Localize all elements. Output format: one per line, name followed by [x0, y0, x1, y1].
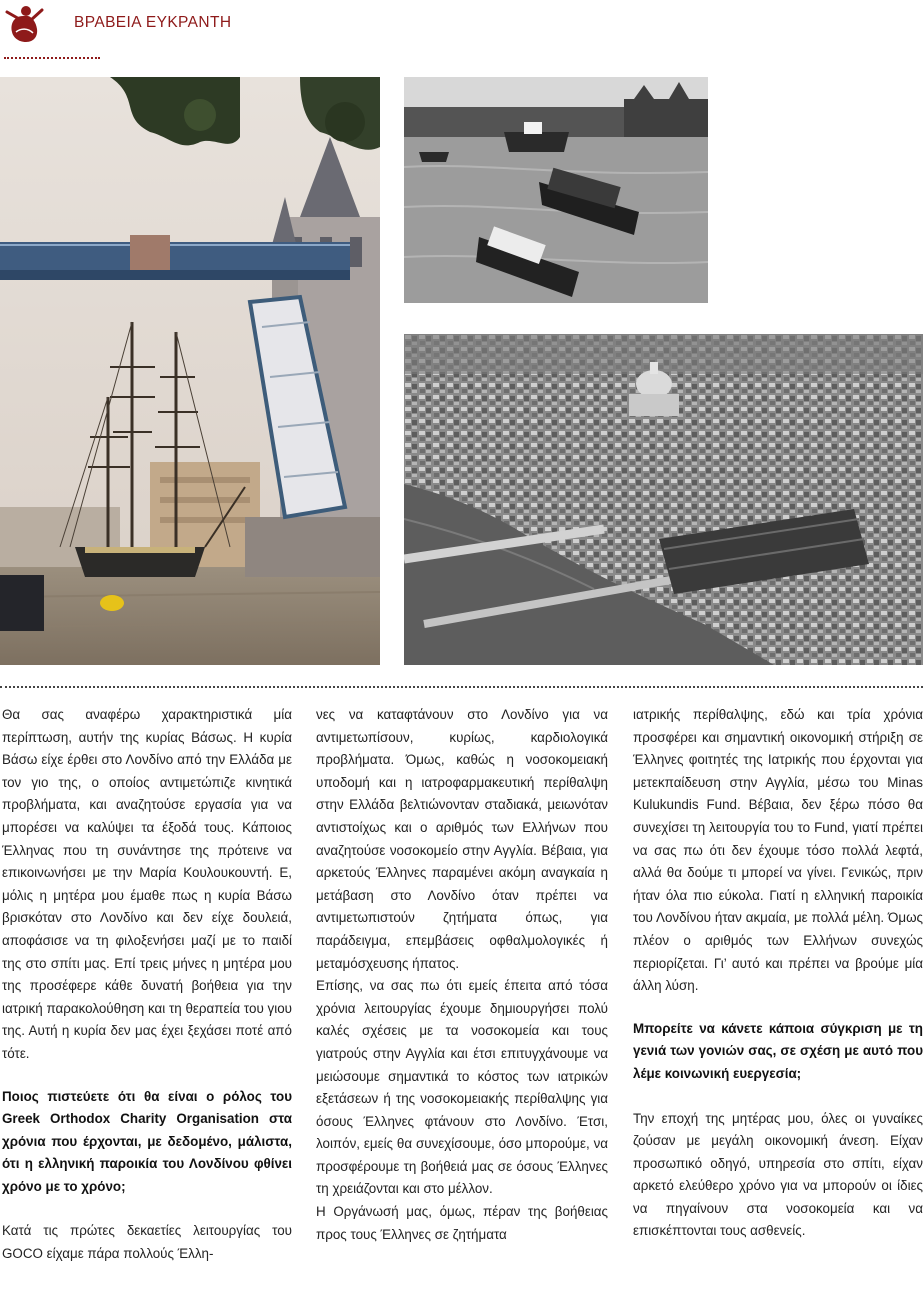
- dancing-figure-icon: [4, 2, 44, 44]
- section-divider: [0, 686, 923, 688]
- river-boats-photo: [404, 77, 708, 303]
- interview-question: Ποιος πιστεύετε ότι θα είναι ο ρόλος του Greek Orthodox Charity Organisation στα χρόνια που έρχονται, με δεδομένο, μάλιστα, ότι η ελληνική παροικία του Λονδίνου φθίνει χρόνο με το χρόνο;: [2, 1088, 292, 1194]
- aerial-london-photo: [404, 334, 923, 665]
- tower-bridge-photo: [0, 77, 380, 665]
- paragraph: Θα σας αναφέρω χαρακτηριστικά μία περίπτωση, αυτήν της κυρίας Βάσως. Η κυρία Βάσω είχε έρθει στο Λονδίνο από την Ελλάδα με τον γιο της, ο οποίος αντιμετώπιζε κινητικά προβλήματα, και αναζητούσε εργασία για να μπορέσει να καλύψει τα έξοδά τους. Κάποιος Έλληνας που τη συνάντησε της πρότεινε να επικοινωνήσει με την Μαρία Κουλουκουντή. Ε, μόλις η μητέρα μου έμαθε πως η κυρία Βάσω βρισκόταν στο Λονδίνο και δεν είχε δουλειά, αποφάσισε να τη φιλοξενήσει μαζί με το παιδί της στο σπίτι μας. Επί τρεις μήνες η μητέρα μου της προσέφερε κάθε δυνατή βοήθεια για την ιατρική παρακολούθηση και τη θεραπεία του γιου της. Αυτή η κυρία δεν μας έχει ξεχάσει ποτέ από τότε.: [2, 707, 292, 1061]
- article-column-3: [633, 704, 923, 1243]
- article-column-1: [2, 704, 292, 1266]
- paragraph: ιατρικής περίθαλψης, εδώ και τρία χρόνια προσφέρει και σημαντική οικονομική στήριξη σε Έλληνες φοιτητές της Ιατρικής που έρχονται για μετεκπαίδευση στην Αγγλία, μέσω του Minas Kulukundis Fund. Βέβαια, δεν ξέρω πόσο θα συνεχίσει τη λειτουργία του το Fund, γιατί πρέπει να σας πω ότι δεν έχουμε τόσο πολλά λεφτά, αλλά θα δούμε τι μπορεί να γίνει. Γενικώς, πριν ήταν όλα πιο εύκολα. Γιατί η ελληνική παροικία του Λονδίνου ήταν ακμαία, με πολλά μέλη. Όμως πλέον ο αριθμός των Ελλήνων συνεχώς περιορίζεται. Γι’ αυτό και πρέπει να βρούμε μία άλλη λύση.: [633, 707, 923, 994]
- paragraph: Επίσης, να σας πω ότι εμείς έπειτα από τόσα χρόνια λειτουργίας έχουμε δημιουργήσει πολύ καλές σχέσεις με τα νοσοκομεία και τους γιατρούς στην Αγγλία και έτσι επιτυγχάνουμε να μειώσουμε σημαντικά το κόστος των ιατρικών εξετάσεων ή της νοσοκομειακής περίθαλψης για όσους Έλληνες φτάνουν στο Λονδίνο. Έτσι, λοιπόν, εμείς θα συνεχίσουμε, όσο μπορούμε, να προσφέρουμε τη βοήθειά μας σε όσους Έλληνες τη χρειάζονται και στο μέλλον.: [316, 978, 608, 1197]
- paragraph: Κατά τις πρώτες δεκαετίες λειτουργίας του GOCO είχαμε πάρα πολλούς Έλλη-: [2, 1223, 292, 1262]
- section-title: ΒΡΑΒΕΙΑ ΕΥΚΡΑΝΤΗ: [74, 14, 232, 31]
- paragraph: νες να καταφτάνουν στο Λονδίνο για να αντιμετωπίσουν, κυρίως, καρδιολογικά προβλήματα. Όμως, καθώς η νοσοκομειακή υποδομή και η ιατροφαρμακευτική περίθαλψη στην Ελλάδα βελτιώνονταν σταδιακά, μειωνόταν αντιστοίχως και ο αριθμός των Ελλήνων που αναζητούσε νοσοκομείο στην Αγγλία. Βέβαια, για αρκετούς Έλληνες παραμένει ακόμη αναγκαία η μετάβαση στο Λονδίνο όταν πρέπει να αντιμετωπιστούν ζητήματα όπως, για παράδειγμα, επεμβάσεις οφθαλμολογικές ή μεταμόσχευσης ήπατος.: [316, 707, 608, 971]
- interview-question: Μπορείτε να κάνετε κάποια σύγκριση με τη γενιά των γονιών σας, σε σχέση με αυτό που λέμε κοινωνική ευεργεσία;: [633, 1020, 923, 1081]
- paragraph: Η Οργάνωσή μας, όμως, πέραν της βοήθειας προς τους Έλληνες σε ζητήματα: [316, 1204, 608, 1242]
- paragraph: Την εποχή της μητέρας μου, όλες οι γυναίκες ζούσαν με μεγάλη οικονομική άνεση. Είχαν προσωπικό οδηγό, υπηρεσία στο σπίτι, είχαν αρκετό ελεύθερο χρόνο για να μπορούν οι ίδιες να πηγαίνουν στα νοσοκομεία και να επισκέπτονται τους ασθενείς.: [633, 1110, 923, 1239]
- header-dotted-rule: [4, 57, 100, 59]
- article-column-2: [316, 704, 608, 1246]
